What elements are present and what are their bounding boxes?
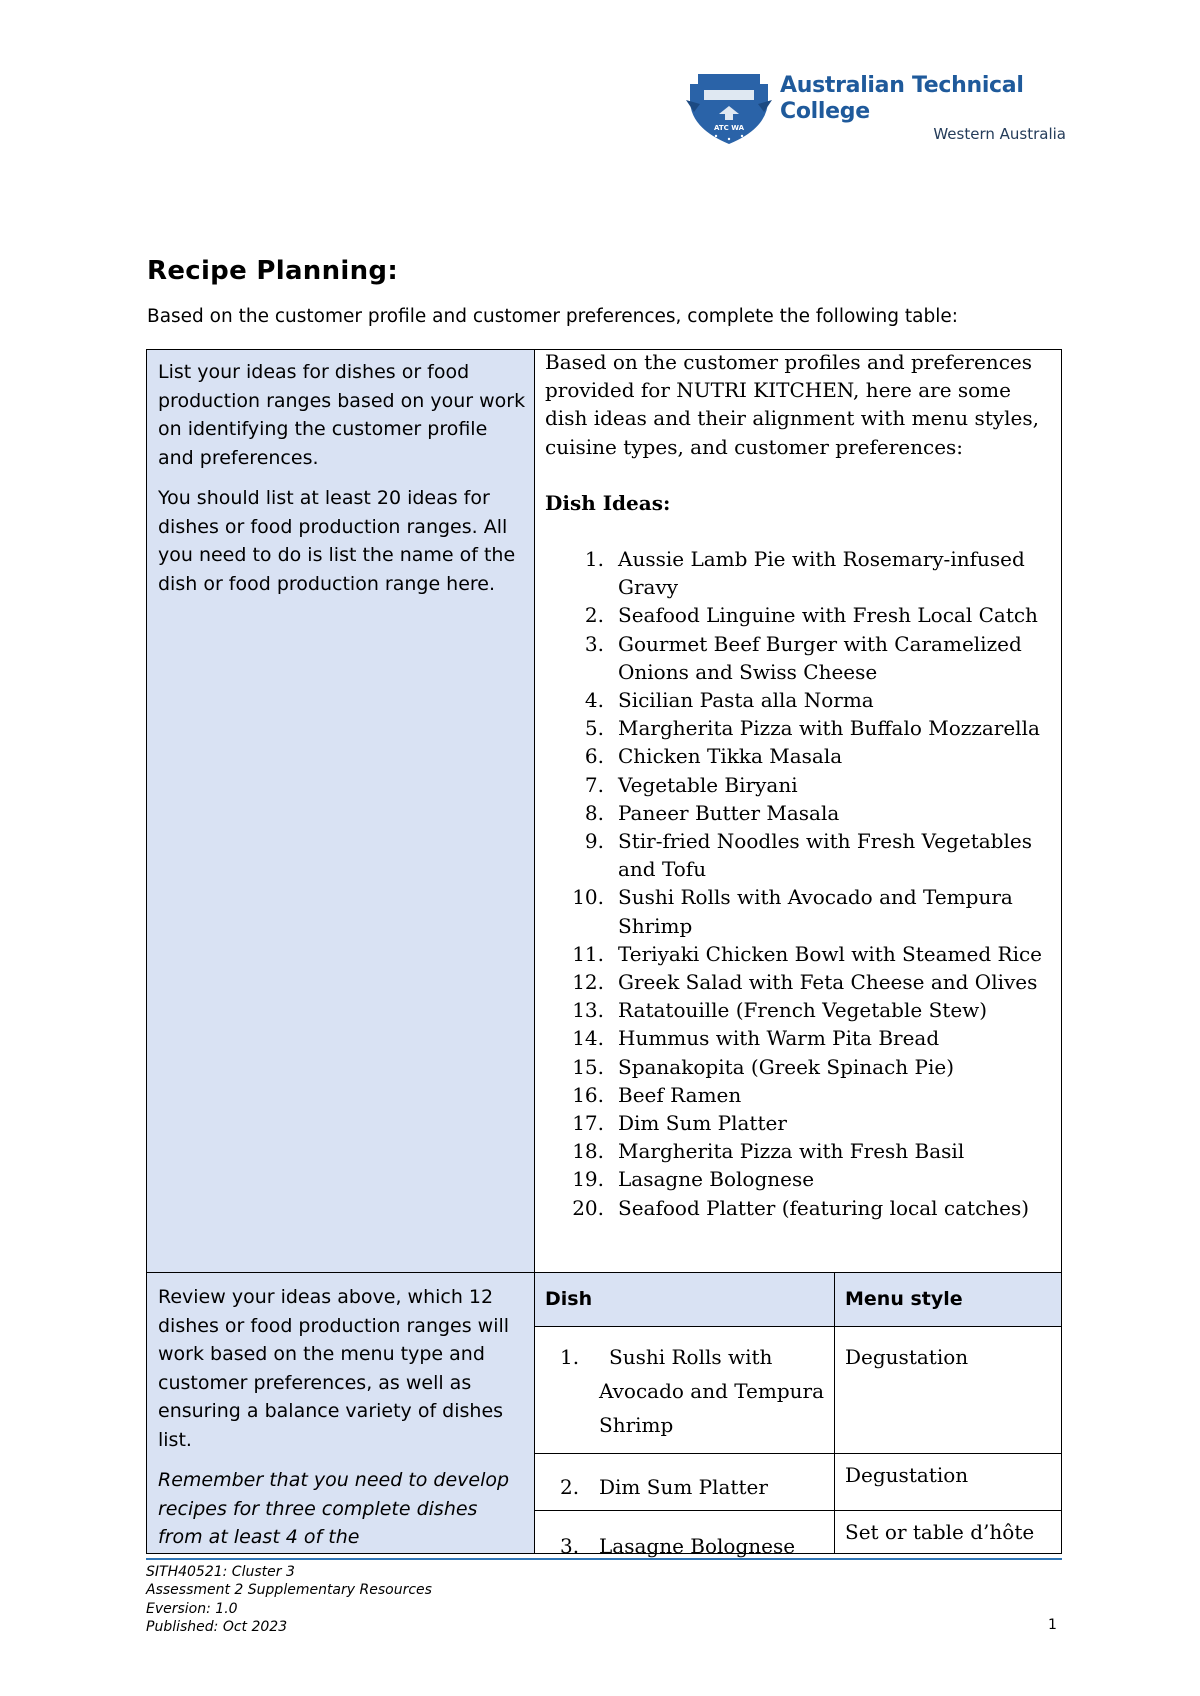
list-item: 16. Beef Ramen xyxy=(572,1082,742,1107)
dish-ideas-answer xyxy=(545,348,1057,1222)
menu-style-3: Set or table d’hôte xyxy=(845,1520,1035,1544)
dish-name-2: Dim Sum Platter xyxy=(599,1475,768,1499)
review-instruction-p1: Review your ideas above, which 12 dishes or food production ranges will work based on the menu type and customer preferences, as well as ensuring a balance variety of dishes list. xyxy=(158,1286,510,1451)
dish-column-header: Dish xyxy=(545,1288,593,1310)
college-logo xyxy=(686,68,1066,148)
dish-number-1: 1. xyxy=(560,1345,580,1369)
list-item: 19. Lasagne Bolognese xyxy=(572,1167,815,1192)
footer-divider xyxy=(146,1558,1062,1560)
dish-number-3: 3. xyxy=(560,1534,580,1558)
list-item: 9. Stir-fried Noodles with Fresh Vegetables and Tofu xyxy=(584,829,1032,882)
footer-assessment: Assessment 2 Supplementary Resources xyxy=(146,1582,432,1599)
document-footer xyxy=(146,1563,432,1636)
list-item: 15. Spanakopita (Greek Spinach Pie) xyxy=(572,1054,955,1079)
page-title: Recipe Planning: xyxy=(147,256,399,286)
college-region: Western Australia xyxy=(933,125,1066,143)
list-item: 1. Aussie Lamb Pie with Rosemary-infused Gravy xyxy=(584,547,1025,600)
dish-ideas-heading: Dish Ideas: xyxy=(545,490,671,515)
list-item: 20. Seafood Platter (featuring local catches) xyxy=(572,1195,1030,1220)
dish-name-1-line2: Avocado and Tempura xyxy=(599,1379,825,1403)
list-item: 18. Margherita Pizza with Fresh Basil xyxy=(572,1139,965,1164)
list-item: 11. Teriyaki Chicken Bowl with Steamed Rice xyxy=(572,941,1043,966)
ideas-instruction-p2: You should list at least 20 ideas for dishes or food production ranges. All you need to do is list the name of the dish or food production range here. xyxy=(158,487,516,595)
footer-version: Eversion: 1.0 xyxy=(146,1600,238,1617)
list-item: 6. Chicken Tikka Masala xyxy=(584,744,843,769)
list-item: 13. Ratatouille (French Vegetable Stew) xyxy=(572,998,988,1023)
menu-style-1: Degustation xyxy=(845,1345,969,1369)
dish-ideas-list xyxy=(545,545,1057,1222)
list-item: 10. Sushi Rolls with Avocado and Tempura Shrimp xyxy=(572,885,1013,938)
dish-name-1-line3: Shrimp xyxy=(599,1413,674,1437)
footer-published: Published: Oct 2023 xyxy=(146,1618,288,1635)
list-item: 7. Vegetable Biryani xyxy=(584,772,798,797)
review-instructions xyxy=(158,1283,528,1553)
footer-unit: SITH40521: Cluster 3 xyxy=(146,1564,295,1580)
list-item: 4. Sicilian Pasta alla Norma xyxy=(584,688,874,713)
review-instruction-p2: Remember that you need to develop recipes for three complete dishes from at least 4 of the xyxy=(158,1469,510,1548)
dish-number-2: 2. xyxy=(560,1475,580,1499)
list-item: 14. Hummus with Warm Pita Bread xyxy=(572,1026,940,1051)
menu-style-column-header: Menu style xyxy=(845,1288,963,1310)
college-name: Australian Technical College xyxy=(780,73,1024,124)
intro-text: Based on the customer profile and customer preferences, complete the following table: xyxy=(147,306,958,327)
dish-name-3: Lasagne Bolognese xyxy=(599,1534,796,1558)
page-number: 1 xyxy=(1048,1617,1057,1633)
ideas-instruction-p1: List your ideas for dishes or food production ranges based on your work on identifying the customer profile and preferences. xyxy=(158,361,526,469)
college-crest-icon xyxy=(686,70,772,146)
ideas-instructions xyxy=(158,358,528,610)
menu-style-2: Degustation xyxy=(845,1463,969,1487)
list-item: 2. Seafood Linguine with Fresh Local Catch xyxy=(584,603,1038,628)
list-item: 12. Greek Salad with Feta Cheese and Olives xyxy=(572,970,1038,995)
list-item: 3. Gourmet Beef Burger with Caramelized Onions and Swiss Cheese xyxy=(584,631,1022,684)
list-item: 5. Margherita Pizza with Buffalo Mozzarella xyxy=(584,716,1040,741)
dish-name-1-line1: Sushi Rolls with xyxy=(609,1345,773,1369)
list-item: 17. Dim Sum Platter xyxy=(572,1111,787,1136)
crest-badge-text: ATC WA xyxy=(713,124,745,132)
list-item: 8. Paneer Butter Masala xyxy=(584,800,840,825)
answer-intro: Based on the customer profiles and preferences provided for NUTRI KITCHEN, here are some dish ideas and their alignment with menu styles, cuisine types, and customer preferences: xyxy=(545,350,1039,459)
